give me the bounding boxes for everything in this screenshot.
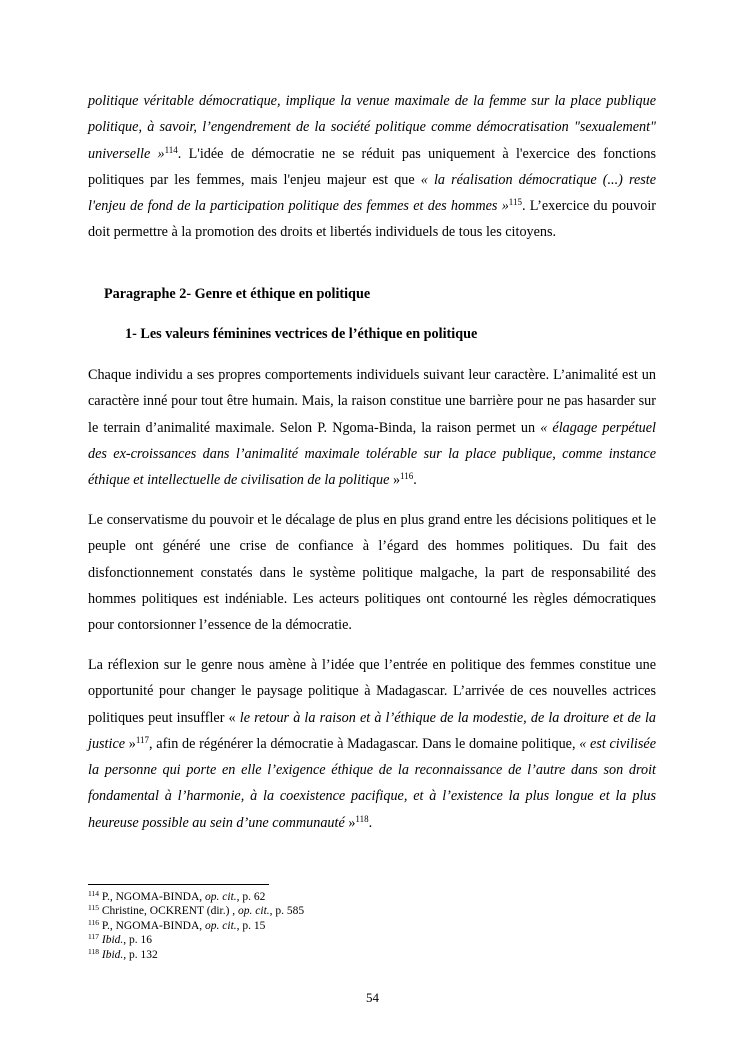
paragraph-text: Chaque individu a ses propres comportements individuels suivant leur caractère. L’animalité est un caractère inné pour tout être humain. Mais, la raison constitue une barrière pour ne pas hasarder sur le terrain d’animalité maximale. Selon P. Ngoma-Binda, la raison permet un [88,367,656,436]
footnote-117 [88,933,304,947]
footnote-page: p. 132 [126,948,158,961]
paragraph-reflexion-genre [88,652,656,836]
footnote-116 [88,919,304,933]
footnote-ref-114[interactable]: 114 [164,144,178,155]
quote-democratisation: politique véritable démocratique, implique la venue maximale de la femme sur la place publique politique, à savoir, l’engendrement de la société politique comme démocratisation "sexualement" universelle » [88,93,656,162]
footnote-number: 118 [88,946,99,956]
subsection-heading: 1- Les valeurs féminines vectrices de l’éthique en politique [125,326,478,342]
paragraph-animalite [88,362,656,493]
paragraph-text: . [368,814,373,831]
footnote-author: Christine, OCKRENT (dir.) , [101,905,239,918]
footnote-number: 114 [88,889,99,898]
paragraph-continuation [88,88,656,246]
quote-realisation-democratique: « la réalisation démocratique (...) reste l'enjeu de fond de la participation politique des femmes et des hommes » [88,171,657,215]
paragraph-text: . L'idée de démocratie ne se réduit pas uniquement à l'exercice des fonctions politiques par les femmes, mais l'enjeu majeur est que [88,145,656,188]
quote-close: » [125,735,136,752]
footnote-author: P., NGOMA-BINDA, [101,919,206,932]
footnote-page: , p. 16 [123,934,153,947]
footnote-ref-115[interactable]: 115 [508,197,522,208]
footnote-page: , p. 62 [236,891,266,903]
footnote-115 [88,904,304,918]
paragraph-conservatisme: Le conservatisme du pouvoir et le décalage de plus en plus grand entre les décisions politiques et le peuple ont généré une crise de confiance à l’égard des hommes politiques. Du fait des disfonctionnement constatés dans le système politique malgache, la part de responsabilité des hommes politiques est indéniable. Les acteurs politiques ont contourné les règles démocratiques pour contorsionner l’essence de la démocratie. [88,512,656,634]
footnote-number: 115 [88,903,99,913]
footnote-page: , p. 585 [269,905,305,918]
footnote-ref-117[interactable]: 117 [135,734,150,745]
quote-close: » [389,472,401,489]
page-number: 54 [366,990,379,1005]
paragraph-text: . [413,472,417,489]
footnotes [88,890,304,962]
footnote-citation: op. cit. [205,919,237,932]
quote-personne-civilisee: « est civilisée la personne qui porte en elle l’exigence éthique de la reconnaissance de l’autre dans son droit fondamental à l’harmonie, à la coexistence pacifique, et à l’existence la plus longue et la plus heureuse possible au sein d’une communauté [88,735,656,831]
paragraph-text: La réflexion sur le genre nous amène à l’idée que l’entrée en politique des femmes constitue une opportunité pour changer le paysage politique à Madagascar. L’arrivée de ces nouvelles actrices politiques peut insuffler « [88,657,656,726]
footnote-separator [88,884,269,885]
footnote-number: 116 [88,917,99,927]
quote-retour-raison: le retour à la raison et à l’éthique de la modestie, de la droiture et de la justice [88,709,656,752]
footnote-118 [88,948,304,962]
quote-elagage: « élagage perpétuel des ex-croissances dans l’animalité maximale tolérable sur la place publique, comme instance éthique et intellectuelle de civilisation de la politique [88,419,656,489]
footnote-citation: Ibid. [101,934,124,947]
footnote-114 [88,890,304,904]
section-heading: Paragraphe 2- Genre et éthique en politique [104,286,371,302]
footnote-citation: Ibid., [101,948,127,961]
paragraph-text: , afin de régénérer la démocratie à Madagascar. Dans le domaine politique, [149,735,580,752]
footnote-author: P., NGOMA-BINDA, [101,891,206,903]
footnote-page: , p. 15 [236,919,266,932]
quote-close: » [344,814,356,831]
footnote-citation: op. cit. [205,891,237,903]
footnote-ref-116[interactable]: 116 [400,471,414,482]
footnote-number: 117 [88,932,99,942]
footnote-citation: op. cit. [238,905,270,918]
footnote-ref-118[interactable]: 118 [355,813,369,824]
paragraph-text: . L’exercice du pouvoir doit permettre à la promotion des droits et libertés individuels de tous les citoyens. [88,198,656,241]
